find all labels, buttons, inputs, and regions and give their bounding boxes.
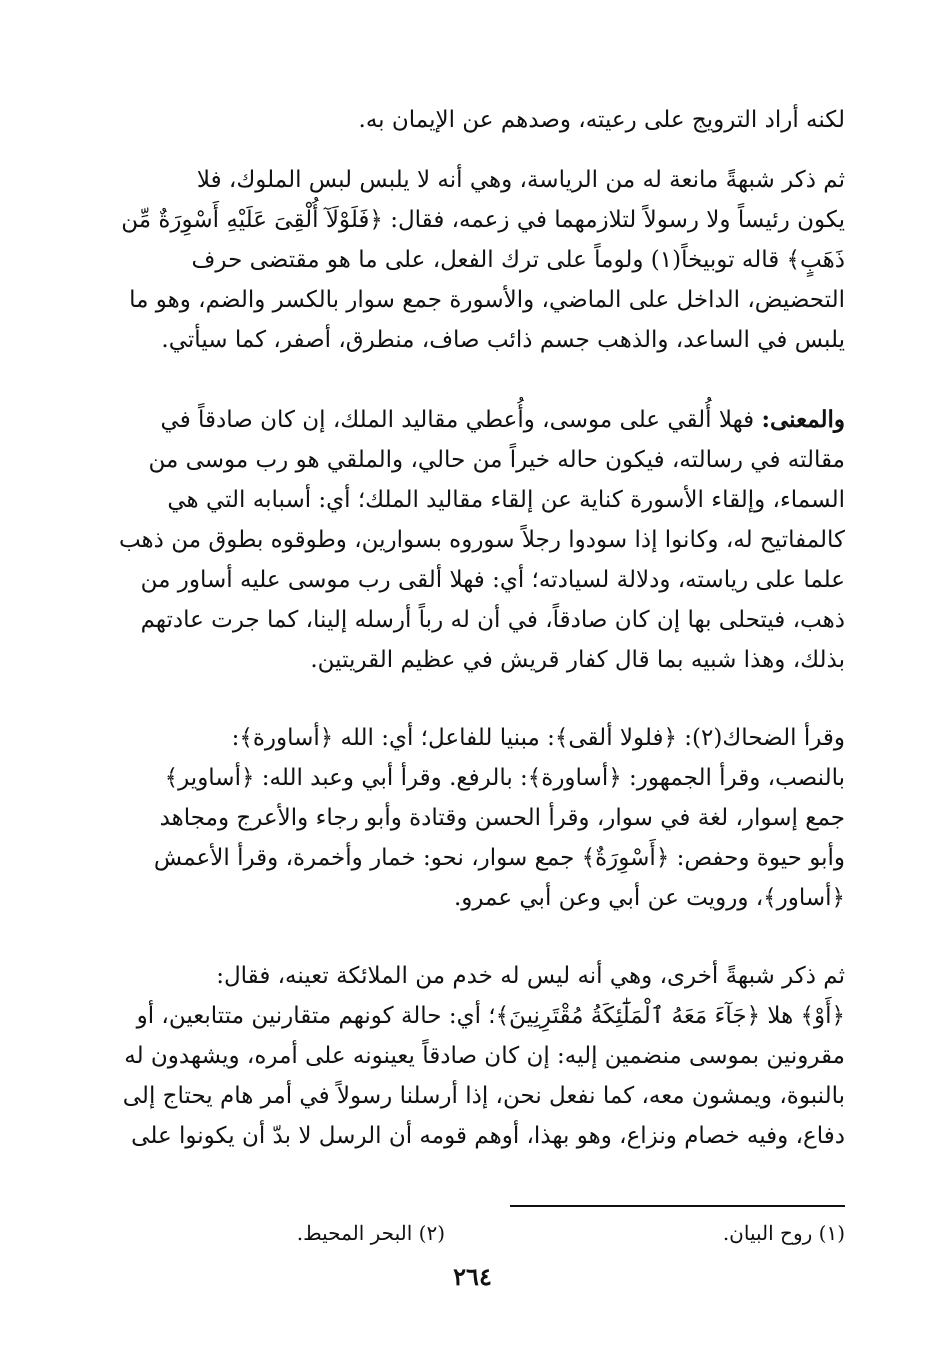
text-line: بالنصب، وقرأ الجمهور: ﴿أساورة﴾: بالرفع. وقرأ أبي وعبد الله: ﴿أساوير﴾: [164, 765, 845, 791]
paragraph-5: [75, 956, 845, 1156]
paragraph-3: [75, 400, 845, 680]
text-line: يلبس في الساعد، والذهب جسم ذائب صاف، منطرق، أصفر، كما سيأتي.: [161, 327, 845, 353]
paragraph-4: [75, 718, 845, 918]
text-line: جمع إسوار، لغة في سوار، وقرأ الحسن وقتادة وأبو رجاء والأعرج ومجاهد: [159, 805, 845, 831]
text-line: ﴿أَوْ﴾ هلا ﴿جَآءَ مَعَهُ ٱلْمَلَٰٓئِكَةُ مُقْتَرِنِينَ﴾؛ أي: حالة كونهم متقارنين متتابعين، أو: [136, 1003, 845, 1029]
footnote-1: (١) روح البيان.: [722, 1221, 845, 1245]
text-line: لكنه أراد الترويج على رعيته، وصدهم عن الإيمان به.: [358, 107, 845, 133]
text-line: ﴿أساور﴾، ورويت عن أبي وعن أبي عمرو.: [453, 885, 845, 911]
paragraph-1: [75, 100, 845, 140]
text-line: ثم ذكر شبهةً مانعة له من الرياسة، وهي أنه لا يلبس لبس الملوك، فلا: [196, 167, 845, 193]
text-line: وقرأ الضحاك(٢): ﴿فلولا ألقى﴾: مبنيا للفاعل؛ أي: الله ﴿أساورة﴾:: [231, 725, 845, 751]
text-line: دفاع، وفيه خصام ونزاع، وهو بهذا، أوهم قومه أن الرسل لا بدّ أن يكونوا على: [131, 1123, 845, 1149]
text-line-rest: فهلا أُلقي على موسى، وأُعطي مقاليد الملك، إن كان صادقاً في: [160, 407, 762, 433]
text-line: مقرونين بموسى منضمين إليه: إن كان صادقاً يعينونه على أمره، ويشهدون له: [124, 1043, 845, 1069]
text-line: ذَهَبٍ﴾ قاله توبيخاً(١) ولوماً على ترك الفعل، على ما هو مقتضى حرف: [191, 247, 845, 273]
meaning-heading: والمعنى:: [761, 406, 845, 433]
text-line: كالمفاتيح له، وكانوا إذا سودوا رجلاً سوروه بسوارين، وطوقوه بطوق من ذهب: [118, 527, 845, 553]
text-line: بذلك، وهذا شبيه بما قال كفار قريش في عظيم القريتين.: [310, 647, 845, 673]
text-line: يكون رئيساً ولا رسولاً لتلازمهما في زعمه، فقال: ﴿فَلَوْلَآ أُلْقِىَ عَلَيْهِ أَسْوِرَةٌ مِّن: [121, 207, 845, 233]
text-line: ثم ذكر شبهةً أخرى، وهي أنه ليس له خدم من الملائكة تعينه، فقال:: [216, 963, 845, 989]
footnote-divider: [510, 1205, 845, 1207]
text-line: [75, 400, 845, 440]
text-line: السماء، وإلقاء الأسورة كناية عن إلقاء مقاليد الملك؛ أي: أسبابه التي هي: [167, 487, 845, 513]
footnote-2: (٢) البحر المحيط.: [296, 1221, 445, 1245]
text-line: وأبو حيوة وحفص: ﴿أَسْوِرَةٌ﴾ جمع سوار، نحو: خمار وأخمرة، وقرأ الأعمش: [153, 845, 845, 871]
page-number: ٢٦٤: [453, 1262, 492, 1291]
text-line: بالنبوة، ويمشون معه، كما نفعل نحن، إذا أرسلنا رسولاً في أمر هام يحتاج إلى: [122, 1083, 845, 1109]
paragraph-2: [75, 160, 845, 360]
text-line: التحضيض، الداخل على الماضي، والأسورة جمع سوار بالكسر والضم، وهو ما: [129, 287, 845, 313]
text-line: ذهب، فيتحلى بها إن كان صادقاً، في أن له رباً أرسله إلينا، كما جرت عادتهم: [140, 607, 845, 633]
text-line: علما على رياسته، ودلالة لسيادته؛ أي: فهلا ألقى رب موسى عليه أساور من: [140, 567, 845, 593]
text-line: مقالته في رسالته، فيكون حاله خيراً من حالي، والملقي هو رب موسى من: [148, 447, 845, 473]
